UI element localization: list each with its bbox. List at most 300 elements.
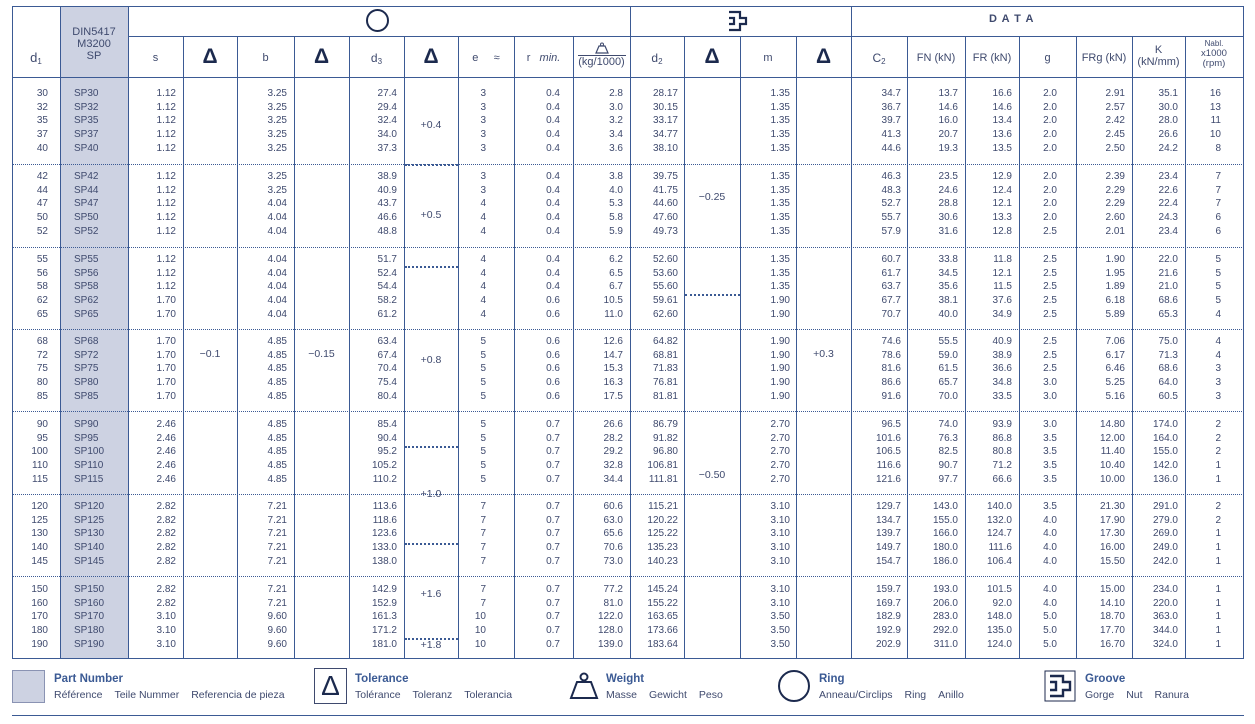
d3-tolerance-value: +1.0 (420, 488, 442, 500)
cell-fr: 101.5 (986, 584, 1012, 595)
cell-g: 2.0 (1043, 115, 1057, 127)
cell-g: 3.5 (1043, 473, 1057, 485)
cell-part-number: SP190 (74, 638, 105, 650)
cell-d1: 95 (36, 432, 48, 444)
cell-s: 2.82 (156, 501, 176, 512)
cell-e: 10 (474, 625, 486, 637)
cell-c2: 60.7 (881, 254, 901, 265)
cell-d2: 96.80 (652, 446, 678, 458)
cell-c2: 149.7 (875, 542, 901, 554)
cell-fn: 74.0 (938, 419, 958, 430)
cell-nabl: 4 (1215, 349, 1221, 361)
cell-nabl: 5 (1215, 267, 1221, 279)
cell-fr: 106.4 (986, 555, 1012, 567)
cell-k: 220.0 (1152, 597, 1178, 609)
col-border-1 (60, 6, 61, 659)
cell-d1: 58 (36, 281, 48, 293)
cell-d3: 142.9 (371, 584, 397, 595)
legend (12, 664, 1244, 712)
cell-frg: 2.39 (1105, 171, 1125, 182)
cell-d2: 39.75 (652, 171, 678, 182)
cell-d2: 64.82 (652, 336, 678, 347)
cell-d3: 32.4 (377, 115, 397, 127)
cell-fn: 38.1 (938, 295, 958, 307)
cell-g: 3.5 (1043, 432, 1057, 444)
cell-nabl: 3 (1215, 377, 1221, 389)
cell-b: 7.21 (267, 542, 287, 554)
cell-r: 0.4 (546, 212, 560, 224)
cell-part-number: SP50 (74, 212, 99, 224)
cell-b: 7.21 (267, 501, 287, 512)
cell-k: 24.2 (1158, 142, 1178, 154)
cell-d2: 55.60 (652, 281, 678, 293)
cell-d1: 110 (32, 460, 48, 472)
cell-k: 291.0 (1152, 501, 1178, 512)
cell-d2: 111.81 (648, 473, 678, 485)
cell-d1: 125 (31, 514, 48, 526)
cell-d3: 52.4 (377, 267, 397, 279)
cell-s: 2.46 (156, 432, 176, 444)
cell-e: 4 (480, 308, 486, 320)
cell-s: 3.10 (156, 611, 176, 623)
cell-part-number: SP80 (74, 377, 99, 389)
cell-s: 2.46 (156, 460, 176, 472)
cell-m: 3.10 (770, 501, 790, 512)
cell-frg: 5.25 (1105, 377, 1125, 389)
cell-c2: 57.9 (881, 225, 901, 237)
cell-c2: 39.7 (881, 115, 901, 127)
cell-k: 279.0 (1152, 514, 1178, 526)
cell-c2: 81.6 (881, 363, 901, 375)
cell-fn: 76.3 (938, 432, 958, 444)
legend-bottom-line (12, 715, 1244, 716)
cell-b: 4.85 (267, 419, 287, 430)
part-number-swatch (12, 670, 45, 703)
cell-d1: 160 (31, 597, 48, 609)
cell-d2: 183.64 (647, 638, 678, 650)
cell-part-number: SP110 (74, 460, 104, 472)
cell-r: 0.4 (546, 281, 560, 293)
cell-e: 10 (474, 611, 486, 623)
cell-weight: 139.0 (597, 638, 623, 650)
cell-e: 3 (480, 115, 486, 127)
cell-r: 0.7 (546, 625, 560, 637)
cell-frg: 2.29 (1105, 184, 1125, 196)
cell-fn: 193.0 (932, 584, 958, 595)
cell-b: 4.85 (267, 349, 287, 361)
cell-r: 0.7 (546, 446, 560, 458)
cell-m: 1.90 (770, 363, 790, 375)
cell-part-number: SP35 (74, 115, 99, 127)
d3-tolerance-value: +1.6 (420, 588, 442, 600)
cell-part-number: SP130 (74, 528, 105, 540)
cell-e: 10 (474, 638, 486, 650)
cell-fr: 12.8 (992, 225, 1012, 237)
cell-b: 4.85 (267, 446, 287, 458)
cell-m: 2.70 (770, 446, 790, 458)
cell-r: 0.4 (546, 142, 560, 154)
cell-fr: 12.4 (992, 184, 1012, 196)
cell-d3: 118.6 (372, 514, 397, 526)
cell-d3: 138.0 (371, 555, 397, 567)
cell-b: 4.85 (267, 336, 287, 347)
cell-c2: 159.7 (875, 584, 901, 595)
cell-s: 1.12 (156, 171, 176, 182)
cell-s: 1.12 (156, 267, 176, 279)
cell-k: 28.0 (1158, 115, 1178, 127)
cell-nabl: 4 (1215, 308, 1221, 320)
b-tolerance-value: −0.15 (308, 348, 335, 360)
weight-unit: (kg/1000) (578, 56, 625, 68)
cell-k: 324.0 (1152, 638, 1178, 650)
cell-s: 1.70 (156, 390, 176, 402)
cell-b: 3.25 (267, 115, 287, 127)
cell-c2: 34.7 (881, 88, 901, 99)
cell-b: 4.04 (267, 198, 287, 210)
cell-d3: 95.2 (377, 446, 397, 458)
cell-frg: 1.89 (1105, 281, 1125, 293)
cell-part-number: SP150 (74, 584, 105, 595)
cell-s: 1.70 (156, 295, 176, 307)
cell-d1: 44 (36, 184, 48, 196)
cell-d2: 71.83 (652, 363, 678, 375)
cell-k: 22.4 (1158, 198, 1178, 210)
cell-frg: 6.18 (1105, 295, 1125, 307)
cell-c2: 48.3 (881, 184, 901, 196)
cell-fr: 12.9 (992, 171, 1012, 182)
cell-nabl: 1 (1215, 460, 1221, 472)
cell-frg: 21.30 (1099, 501, 1125, 512)
cell-s: 1.12 (156, 198, 176, 210)
cell-weight: 16.3 (603, 377, 623, 389)
cell-d1: 85 (36, 390, 48, 402)
cell-d3: 34.0 (377, 129, 397, 141)
cell-c2: 134.7 (875, 514, 901, 526)
cell-d1: 40 (36, 142, 48, 154)
cell-d2: 155.22 (647, 597, 678, 609)
cell-m: 3.10 (770, 584, 790, 595)
legend-ring-sub: Anneau/Circlips Ring Anillo (819, 689, 964, 701)
cell-frg: 2.45 (1105, 129, 1125, 141)
cell-fr: 132.0 (986, 514, 1012, 526)
cell-part-number: SP72 (74, 349, 99, 361)
cell-g: 3.5 (1043, 501, 1057, 512)
cell-d1: 65 (36, 308, 48, 320)
m-tolerance-value: +0.3 (813, 348, 834, 360)
cell-m: 1.35 (770, 129, 790, 141)
cell-r: 0.4 (546, 184, 560, 196)
cell-b: 4.04 (267, 267, 287, 279)
cell-weight: 26.6 (603, 419, 623, 430)
header-d2-tolerance: Δ (704, 45, 720, 68)
cell-part-number: SP47 (74, 198, 99, 210)
cell-m: 1.35 (770, 225, 790, 237)
cell-d2: 44.60 (652, 198, 678, 210)
cell-fn: 206.0 (932, 597, 958, 609)
cell-k: 174.0 (1152, 419, 1178, 430)
cell-d1: 47 (36, 198, 48, 210)
data-table (12, 6, 1244, 659)
cell-d3: 181.0 (371, 638, 397, 650)
cell-frg: 2.60 (1105, 212, 1125, 224)
cell-e: 3 (480, 142, 486, 154)
cell-g: 2.5 (1043, 336, 1057, 347)
cell-m: 1.35 (770, 184, 790, 196)
cell-r: 0.7 (546, 460, 560, 472)
cell-m: 1.35 (770, 142, 790, 154)
cell-frg: 2.29 (1105, 198, 1125, 210)
table-bottom-border (12, 658, 1244, 659)
cell-nabl: 2 (1215, 419, 1221, 430)
cell-c2: 91.6 (881, 390, 901, 402)
cell-e: 5 (480, 460, 486, 472)
cell-r: 0.4 (546, 171, 560, 182)
cell-r: 0.7 (546, 501, 560, 512)
cell-d2: 59.61 (652, 295, 678, 307)
cell-s: 2.82 (156, 542, 176, 554)
header-m-tolerance: Δ (815, 45, 832, 68)
cell-nabl: 5 (1215, 281, 1221, 293)
cell-d1: 37 (36, 129, 48, 141)
cell-fr: 135.0 (986, 625, 1012, 637)
cell-e: 7 (480, 555, 486, 567)
cell-d3: 48.8 (377, 225, 397, 237)
cell-nabl: 3 (1215, 390, 1221, 402)
cell-s: 2.82 (156, 555, 176, 567)
legend-groove-title: Groove (1085, 673, 1126, 685)
cell-k: 65.3 (1158, 308, 1178, 320)
cell-fn: 20.7 (938, 129, 958, 141)
cell-g: 2.5 (1043, 267, 1057, 279)
cell-e: 5 (480, 473, 486, 485)
cell-b: 9.60 (267, 638, 287, 650)
cell-k: 21.6 (1158, 267, 1178, 279)
cell-c2: 70.7 (881, 308, 901, 320)
cell-r: 0.7 (546, 597, 560, 609)
cell-r: 0.7 (546, 584, 560, 595)
cell-weight: 6.2 (609, 254, 623, 265)
d2-tolerance-value: −0.50 (698, 469, 726, 481)
cell-d2: 38.10 (652, 142, 678, 154)
cell-fr: 38.9 (992, 349, 1012, 361)
cell-d2: 28.17 (652, 88, 678, 99)
cell-weight: 29.2 (603, 446, 623, 458)
cell-d1: 170 (31, 611, 48, 623)
cell-part-number: SP75 (74, 363, 99, 375)
cell-fr: 33.5 (992, 390, 1012, 402)
cell-g: 4.0 (1043, 597, 1057, 609)
cell-s: 1.70 (156, 363, 176, 375)
cell-weight: 77.2 (603, 584, 623, 595)
header-d1: $d_1$ (30, 50, 42, 66)
cell-r: 0.4 (546, 88, 560, 99)
group-separator (12, 329, 1244, 330)
cell-k: 68.6 (1158, 295, 1178, 307)
cell-frg: 6.17 (1105, 349, 1125, 361)
cell-m: 1.35 (770, 115, 790, 127)
header-b: b (262, 52, 269, 64)
cell-weight: 17.5 (603, 390, 623, 402)
cell-d2: 49.73 (652, 225, 678, 237)
cell-r: 0.4 (546, 225, 560, 237)
cell-k: 35.1 (1158, 88, 1178, 99)
cell-k: 142.0 (1152, 460, 1178, 472)
cell-frg: 6.46 (1105, 363, 1125, 375)
cell-m: 1.90 (770, 349, 790, 361)
cell-s: 2.82 (156, 584, 176, 595)
cell-e: 5 (480, 419, 486, 430)
cell-frg: 18.70 (1099, 611, 1125, 623)
legend-groove-sub: Gorge Nut Ranura (1085, 689, 1189, 701)
cell-e: 5 (480, 390, 486, 402)
cell-m: 1.35 (770, 281, 790, 293)
cell-weight: 4.0 (609, 184, 623, 196)
cell-fr: 86.8 (992, 432, 1012, 444)
cell-m: 3.10 (770, 514, 790, 526)
cell-e: 3 (480, 171, 486, 182)
cell-r: 0.4 (546, 267, 560, 279)
cell-fr: 13.3 (992, 212, 1012, 224)
cell-b: 9.60 (267, 611, 287, 623)
cell-s: 2.46 (156, 473, 176, 485)
cell-fn: 30.6 (938, 212, 958, 224)
weight-icon (595, 42, 609, 54)
cell-fr: 111.6 (988, 542, 1012, 554)
cell-m: 3.10 (770, 542, 790, 554)
cell-r: 0.4 (546, 129, 560, 141)
cell-s: 1.12 (156, 129, 176, 141)
cell-b: 7.21 (267, 555, 287, 567)
cell-g: 2.5 (1043, 281, 1057, 293)
cell-fr: 16.6 (992, 88, 1012, 99)
cell-nabl: 6 (1215, 212, 1221, 224)
cell-m: 3.50 (770, 638, 790, 650)
cell-c2: 74.6 (881, 336, 901, 347)
cell-c2: 106.5 (875, 446, 901, 458)
cell-c2: 67.7 (881, 295, 901, 307)
cell-d2: 62.60 (652, 308, 678, 320)
cell-fn: 186.0 (932, 555, 958, 567)
cell-d3: 67.4 (377, 349, 397, 361)
cell-d3: 85.4 (377, 419, 397, 430)
d3-tolerance-band-line (405, 543, 458, 545)
cell-r: 0.4 (546, 115, 560, 127)
cell-d2: 53.60 (652, 267, 678, 279)
cell-fn: 90.7 (938, 460, 958, 472)
cell-g: 4.0 (1043, 542, 1057, 554)
cell-k: 30.0 (1158, 101, 1178, 113)
cell-d2: 106.81 (647, 460, 678, 472)
cell-m: 1.90 (770, 377, 790, 389)
cell-e: 4 (480, 225, 486, 237)
cell-part-number: SP115 (74, 473, 104, 485)
cell-c2: 55.7 (881, 212, 901, 224)
cell-m: 2.70 (770, 460, 790, 472)
cell-c2: 36.7 (881, 101, 901, 113)
cell-fn: 166.0 (932, 528, 958, 540)
d3-tolerance-value: +1.8 (420, 639, 442, 651)
cell-frg: 15.00 (1099, 584, 1125, 595)
data-title: D A T A (989, 13, 1035, 25)
cell-m: 1.35 (770, 254, 790, 265)
cell-d1: 145 (31, 555, 48, 567)
cell-d1: 75 (36, 363, 48, 375)
cell-fr: 14.6 (992, 101, 1012, 113)
cell-d2: 115.21 (648, 501, 678, 512)
d3-tolerance-value: +0.5 (420, 209, 442, 221)
cell-frg: 2.01 (1105, 225, 1125, 237)
cell-d1: 52 (36, 225, 48, 237)
cell-b: 4.85 (267, 473, 287, 485)
cell-b: 3.25 (267, 171, 287, 182)
cell-d1: 35 (36, 115, 48, 127)
cell-d1: 72 (36, 349, 48, 361)
cell-fr: 12.1 (992, 198, 1012, 210)
cell-r: 0.7 (546, 432, 560, 444)
weight-legend-icon (568, 670, 600, 702)
cell-d3: 70.4 (377, 363, 397, 375)
cell-part-number: SP90 (74, 419, 99, 430)
cell-fn: 70.0 (938, 390, 958, 402)
cell-r: 0.4 (546, 254, 560, 265)
cell-d2: 76.81 (652, 377, 678, 389)
cell-frg: 16.70 (1099, 638, 1125, 650)
cell-frg: 10.40 (1099, 460, 1125, 472)
cell-s: 2.46 (156, 419, 176, 430)
cell-part-number: SP62 (74, 295, 99, 307)
cell-m: 1.90 (770, 295, 790, 307)
cell-b: 4.04 (267, 308, 287, 320)
cell-k: 155.0 (1152, 446, 1178, 458)
cell-e: 5 (480, 446, 486, 458)
cell-fn: 40.0 (938, 308, 958, 320)
cell-d1: 115 (32, 473, 48, 485)
header-r: r min. (526, 52, 561, 64)
cell-nabl: 16 (1209, 88, 1221, 99)
cell-part-number: SP85 (74, 390, 99, 402)
cell-k: 26.6 (1158, 129, 1178, 141)
cell-d1: 130 (31, 528, 48, 540)
cell-d1: 100 (31, 446, 48, 458)
cell-part-number: SP120 (74, 501, 105, 512)
cell-r: 0.7 (546, 555, 560, 567)
header-d3: $d_3$ (370, 51, 383, 66)
cell-weight: 10.5 (603, 295, 623, 307)
cell-weight: 73.0 (603, 555, 623, 567)
cell-weight: 122.0 (597, 611, 623, 623)
header-e: e ≈ (472, 52, 500, 64)
header-nabl: Nabl. x1000 (rpm) (1201, 39, 1227, 69)
group-separator (12, 247, 1244, 248)
cell-d2: 125.22 (647, 528, 678, 540)
cell-g: 3.5 (1043, 460, 1057, 472)
header-s-tolerance: Δ (202, 45, 218, 68)
cell-d1: 80 (36, 377, 48, 389)
cell-k: 136.0 (1152, 473, 1178, 485)
cell-d3: 40.9 (377, 184, 397, 196)
cell-frg: 1.90 (1105, 254, 1125, 265)
cell-fr: 66.6 (992, 473, 1012, 485)
cell-part-number: SP52 (74, 225, 99, 237)
cell-d3: 110.2 (372, 473, 397, 485)
cell-d2: 86.79 (652, 419, 678, 430)
cell-r: 0.7 (546, 611, 560, 623)
cell-b: 4.85 (267, 377, 287, 389)
cell-d3: 51.7 (377, 254, 397, 265)
cell-r: 0.6 (546, 349, 560, 361)
legend-part-number-sub: Référence Teile Nummer Referencia de pieza (54, 689, 285, 701)
cell-part-number: SP140 (74, 542, 105, 554)
